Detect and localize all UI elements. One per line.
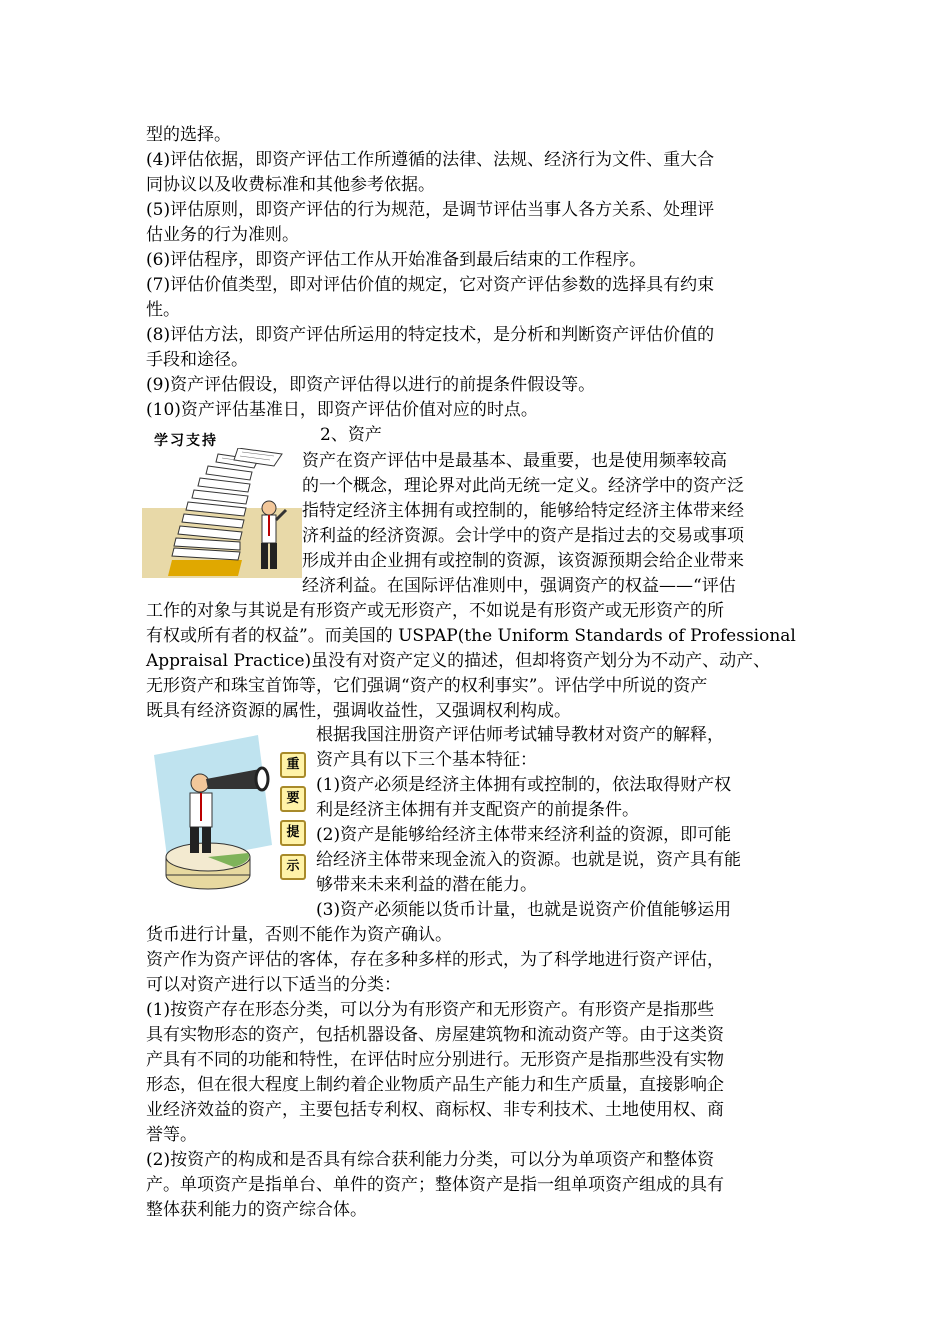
text-line: 的一个概念，理论界对此尚无统一定义。经济学中的资产泛: [302, 476, 744, 496]
key-tip-box: 提: [280, 820, 306, 846]
text-line: 产具有不同的功能和特性，在评估时应分别进行。无形资产是指那些没有实物: [146, 1050, 724, 1070]
text-line: 根据我国注册资产评估师考试辅导教材对资产的解释，: [316, 725, 724, 745]
text-line: 济利益的经济资源。会计学中的资产是指过去的交易或事项: [302, 526, 744, 546]
key-tip-box: 要: [280, 786, 306, 812]
text-line: 指特定经济主体拥有或控制的，能够给特定经济主体带来经: [302, 501, 744, 521]
text-line: 手段和途径。: [146, 350, 248, 370]
text-line: 整体获利能力的资产综合体。: [146, 1200, 367, 1220]
text-line: 资产作为资产评估的客体，存在多种多样的形式，为了科学地进行资产评估，: [146, 950, 724, 970]
text-line: 具有实物形态的资产，包括机器设备、房屋建筑物和流动资产等。由于这类资: [146, 1025, 724, 1045]
text-line: 利是经济主体拥有并支配资产的前提条件。: [316, 800, 639, 820]
text-line: 货币进行计量，否则不能作为资产确认。: [146, 925, 452, 945]
text-line: (5)评估原则，即资产评估的行为规范，是调节评估当事人各方关系、处理评: [146, 200, 715, 220]
text-line: (8)评估方法，即资产评估所运用的特定技术，是分析和判断资产评估价值的: [146, 325, 715, 345]
text-line: 可以对资产进行以下适当的分类：: [146, 975, 401, 995]
text-line: 估业务的行为准则。: [146, 225, 299, 245]
text-line: 誉等。: [146, 1125, 197, 1145]
text-line: (4)评估依据，即资产评估工作所遵循的法律、法规、经济行为文件、重大合: [146, 150, 715, 170]
text-line: 工作的对象与其说是有形资产或无形资产，不如说是有形资产或无形资产的所: [146, 601, 724, 621]
text-line: Appraisal Practice)虽没有对资产定义的描述，但却将资产划分为不动产、动产、: [146, 651, 771, 671]
text-line: 资产具有以下三个基本特征：: [316, 750, 537, 770]
text-line: (1)资产必须是经济主体拥有或控制的，依法取得财产权: [316, 775, 732, 795]
text-line: 够带来未来利益的潜在能力。: [316, 875, 537, 895]
text-line: 型的选择。: [146, 125, 231, 145]
paper-stack-illustration: [142, 448, 302, 578]
study-support-label: 学习支持: [154, 433, 218, 449]
text-line: 经济利益。在国际评估准则中，强调资产的权益——“评估: [302, 576, 736, 596]
text-line: 业经济效益的资产，主要包括专利权、商标权、非专利技术、土地使用权、商: [146, 1100, 724, 1120]
text-line: (9)资产评估假设，即资产评估得以进行的前提条件假设等。: [146, 375, 596, 395]
key-tip-box: 重: [280, 752, 306, 778]
text-line: 有权或所有者的权益”。而美国的 USPAP(the Uniform Standards of Professional: [146, 626, 796, 646]
text-line: 形态，但在很大程度上制约着企业物质产品生产能力和生产质量，直接影响企: [146, 1075, 724, 1095]
text-line: (1)按资产存在形态分类，可以分为有形资产和无形资产。有形资产是指那些: [146, 1000, 715, 1020]
key-tip-box: 示: [280, 854, 306, 880]
text-line: 性。: [146, 300, 180, 320]
text-line: 同协议以及收费标准和其他参考依据。: [146, 175, 435, 195]
text-line: 既具有经济资源的属性，强调收益性，又强调权利构成。: [146, 701, 571, 721]
text-line: (2)资产是能够给经济主体带来经济利益的资源，即可能: [316, 825, 732, 845]
text-line: (6)评估程序，即资产评估工作从开始准备到最后结束的工作程序。: [146, 250, 647, 270]
text-line: 产。单项资产是指单台、单件的资产；整体资产是指一组单项资产组成的具有: [146, 1175, 724, 1195]
text-line: (3)资产必须能以货币计量，也就是说资产价值能够运用: [316, 900, 732, 920]
text-line: 形成并由企业拥有或控制的资源，该资源预期会给企业带来: [302, 551, 744, 571]
text-line: 资产在资产评估中是最基本、最重要，也是使用频率较高: [302, 451, 727, 471]
text-line: (7)评估价值类型，即对评估价值的规定，它对资产评估参数的选择具有约束: [146, 275, 715, 295]
telescope-man-illustration: [148, 735, 278, 895]
text-line: 无形资产和珠宝首饰等，它们强调“资产的权利事实”。评估学中所说的资产: [146, 676, 708, 696]
text-line: (10)资产评估基准日，即资产评估价值对应的时点。: [146, 400, 538, 420]
section-title: 2、资产: [320, 425, 382, 445]
text-line: 给经济主体带来现金流入的资源。也就是说，资产具有能: [316, 850, 741, 870]
text-line: (2)按资产的构成和是否具有综合获利能力分类，可以分为单项资产和整体资: [146, 1150, 715, 1170]
